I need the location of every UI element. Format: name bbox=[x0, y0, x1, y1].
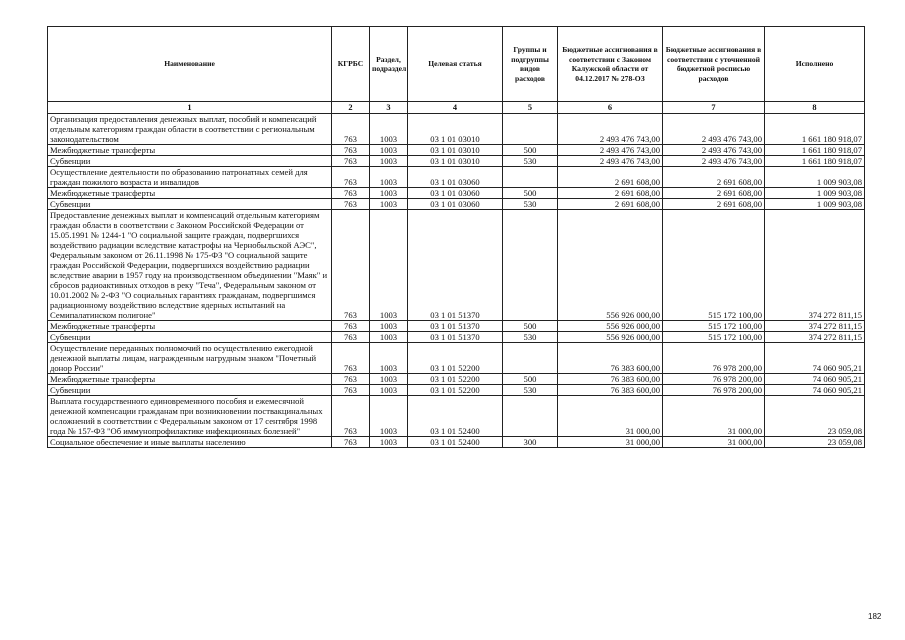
row-refined-amount-cell: 515 172 100,00 bbox=[663, 332, 765, 343]
header-executed: Исполнено bbox=[765, 27, 865, 102]
row-razdel-cell: 1003 bbox=[370, 374, 408, 385]
table-body bbox=[48, 114, 865, 448]
row-group-cell: 500 bbox=[503, 145, 558, 156]
row-refined-amount-cell: 515 172 100,00 bbox=[663, 321, 765, 332]
row-name-cell: Межбюджетные трансферты bbox=[48, 145, 332, 156]
column-number: 2 bbox=[332, 102, 370, 114]
row-target-cell: 03 1 01 51370 bbox=[408, 210, 503, 321]
table-row bbox=[48, 199, 865, 210]
row-name-cell: Межбюджетные трансферты bbox=[48, 321, 332, 332]
row-law-amount-cell: 2 691 608,00 bbox=[558, 188, 663, 199]
table-row bbox=[48, 114, 865, 145]
table-row bbox=[48, 156, 865, 167]
row-executed-amount-cell: 23 059,08 bbox=[765, 437, 865, 448]
row-razdel-cell: 1003 bbox=[370, 396, 408, 437]
row-law-amount-cell: 556 926 000,00 bbox=[558, 210, 663, 321]
header-razdel: Раздел, подраздел bbox=[370, 27, 408, 102]
row-law-amount-cell: 2 691 608,00 bbox=[558, 167, 663, 188]
row-target-cell: 03 1 01 03060 bbox=[408, 188, 503, 199]
row-refined-amount-cell: 515 172 100,00 bbox=[663, 210, 765, 321]
row-kgrbs-cell: 763 bbox=[332, 396, 370, 437]
row-name-cell: Межбюджетные трансферты bbox=[48, 188, 332, 199]
header-row bbox=[48, 27, 865, 102]
row-kgrbs-cell: 763 bbox=[332, 332, 370, 343]
row-razdel-cell: 1003 bbox=[370, 114, 408, 145]
row-group-cell: 530 bbox=[503, 385, 558, 396]
row-kgrbs-cell: 763 bbox=[332, 385, 370, 396]
row-law-amount-cell: 31 000,00 bbox=[558, 437, 663, 448]
table-row bbox=[48, 396, 865, 437]
row-executed-amount-cell: 374 272 811,15 bbox=[765, 210, 865, 321]
row-target-cell: 03 1 01 52200 bbox=[408, 385, 503, 396]
row-refined-amount-cell: 2 493 476 743,00 bbox=[663, 114, 765, 145]
row-refined-amount-cell: 76 978 200,00 bbox=[663, 374, 765, 385]
row-kgrbs-cell: 763 bbox=[332, 374, 370, 385]
row-kgrbs-cell: 763 bbox=[332, 437, 370, 448]
row-executed-amount-cell: 374 272 811,15 bbox=[765, 321, 865, 332]
row-razdel-cell: 1003 bbox=[370, 167, 408, 188]
row-refined-amount-cell: 31 000,00 bbox=[663, 437, 765, 448]
row-refined-amount-cell: 31 000,00 bbox=[663, 396, 765, 437]
row-kgrbs-cell: 763 bbox=[332, 167, 370, 188]
row-group-cell bbox=[503, 210, 558, 321]
column-number-row bbox=[48, 102, 865, 114]
row-executed-amount-cell: 1 661 180 918,07 bbox=[765, 156, 865, 167]
row-executed-amount-cell: 1 009 903,08 bbox=[765, 199, 865, 210]
row-group-cell: 500 bbox=[503, 374, 558, 385]
row-group-cell bbox=[503, 167, 558, 188]
row-law-amount-cell: 556 926 000,00 bbox=[558, 332, 663, 343]
column-number: 7 bbox=[663, 102, 765, 114]
row-target-cell: 03 1 01 52400 bbox=[408, 437, 503, 448]
header-law: Бюджетные ассигнования в соответствии с Законом Калужской области от 04.12.2017 № 278-ОЗ bbox=[558, 27, 663, 102]
column-number: 1 bbox=[48, 102, 332, 114]
row-name-cell: Организация предоставления денежных выплат, пособий и компенсаций отдельным категориям граждан области в соответствии с региональным законодательством bbox=[48, 114, 332, 145]
row-executed-amount-cell: 1 661 180 918,07 bbox=[765, 114, 865, 145]
row-target-cell: 03 1 01 03010 bbox=[408, 114, 503, 145]
row-kgrbs-cell: 763 bbox=[332, 199, 370, 210]
row-razdel-cell: 1003 bbox=[370, 437, 408, 448]
table-row bbox=[48, 374, 865, 385]
header-kgrbs: КГРБС bbox=[332, 27, 370, 102]
column-number: 5 bbox=[503, 102, 558, 114]
row-executed-amount-cell: 74 060 905,21 bbox=[765, 343, 865, 374]
table-row bbox=[48, 321, 865, 332]
row-name-cell: Осуществление деятельности по образованию патронатных семей для граждан пожилого возраста и инвалидов bbox=[48, 167, 332, 188]
header-name: Наименование bbox=[48, 27, 332, 102]
row-executed-amount-cell: 1 009 903,08 bbox=[765, 167, 865, 188]
row-executed-amount-cell: 74 060 905,21 bbox=[765, 374, 865, 385]
row-target-cell: 03 1 01 52400 bbox=[408, 396, 503, 437]
row-kgrbs-cell: 763 bbox=[332, 114, 370, 145]
row-target-cell: 03 1 01 52200 bbox=[408, 374, 503, 385]
row-group-cell: 530 bbox=[503, 199, 558, 210]
row-group-cell: 300 bbox=[503, 437, 558, 448]
row-law-amount-cell: 556 926 000,00 bbox=[558, 321, 663, 332]
row-refined-amount-cell: 2 691 608,00 bbox=[663, 199, 765, 210]
column-number: 8 bbox=[765, 102, 865, 114]
row-razdel-cell: 1003 bbox=[370, 188, 408, 199]
row-name-cell: Субвенции bbox=[48, 332, 332, 343]
header-target: Целевая статья bbox=[408, 27, 503, 102]
row-group-cell bbox=[503, 114, 558, 145]
row-target-cell: 03 1 01 03060 bbox=[408, 167, 503, 188]
page-number: 182 bbox=[868, 612, 882, 621]
row-name-cell: Субвенции bbox=[48, 199, 332, 210]
row-razdel-cell: 1003 bbox=[370, 321, 408, 332]
row-law-amount-cell: 2 493 476 743,00 bbox=[558, 114, 663, 145]
row-executed-amount-cell: 74 060 905,21 bbox=[765, 385, 865, 396]
row-razdel-cell: 1003 bbox=[370, 332, 408, 343]
row-name-cell: Предоставление денежных выплат и компенсаций отдельным категориям граждан области в соответствии с Законом Российской Федерации от 15.05.1991 № 1244-1 "О социальной защите граждан, подвергшихся воздействию радиации вследствие катастрофы на Чернобыльской АЭС", Федеральным законом от 26.11.1998 № 175-ФЗ "О социальной защите граждан Российской Федерации, подвергшихся воздействию радиации вследствие аварии в 1957 году на производственном объединении "Маяк" и сбросов радиоактивных отходов в реку "Теча", Федеральным законом от 10.01.2002 № 2-ФЗ "О социальных гарантиях гражданам, подвергшимся радиационному воздействию вследствие ядерных испытаний на Семипалатинском полигоне" bbox=[48, 210, 332, 321]
row-law-amount-cell: 76 383 600,00 bbox=[558, 385, 663, 396]
row-kgrbs-cell: 763 bbox=[332, 321, 370, 332]
column-number: 4 bbox=[408, 102, 503, 114]
row-target-cell: 03 1 01 03060 bbox=[408, 199, 503, 210]
row-name-cell: Выплата государственного единовременного пособия и ежемесячной денежной компенсации гражданам при возникновении поствакцинальных осложнений в соответствии с Федеральным законом от 17 сентября 1998 года № 157-ФЗ "Об иммунопрофилактике инфекционных болезней" bbox=[48, 396, 332, 437]
row-razdel-cell: 1003 bbox=[370, 343, 408, 374]
row-razdel-cell: 1003 bbox=[370, 210, 408, 321]
row-refined-amount-cell: 2 493 476 743,00 bbox=[663, 145, 765, 156]
budget-table bbox=[47, 26, 865, 448]
row-executed-amount-cell: 1 661 180 918,07 bbox=[765, 145, 865, 156]
table-row bbox=[48, 167, 865, 188]
row-law-amount-cell: 31 000,00 bbox=[558, 396, 663, 437]
row-executed-amount-cell: 1 009 903,08 bbox=[765, 188, 865, 199]
row-group-cell: 500 bbox=[503, 321, 558, 332]
row-razdel-cell: 1003 bbox=[370, 199, 408, 210]
row-kgrbs-cell: 763 bbox=[332, 188, 370, 199]
row-name-cell: Осуществление переданных полномочий по осуществлению ежегодной денежной выплаты лицам, награжденным нагрудным знаком "Почетный донор России" bbox=[48, 343, 332, 374]
row-target-cell: 03 1 01 51370 bbox=[408, 321, 503, 332]
table-row bbox=[48, 188, 865, 199]
row-law-amount-cell: 76 383 600,00 bbox=[558, 343, 663, 374]
row-refined-amount-cell: 76 978 200,00 bbox=[663, 343, 765, 374]
table-row bbox=[48, 332, 865, 343]
table-row bbox=[48, 343, 865, 374]
row-refined-amount-cell: 2 691 608,00 bbox=[663, 188, 765, 199]
row-executed-amount-cell: 374 272 811,15 bbox=[765, 332, 865, 343]
row-group-cell bbox=[503, 343, 558, 374]
row-kgrbs-cell: 763 bbox=[332, 210, 370, 321]
row-name-cell: Социальное обеспечение и иные выплаты населению bbox=[48, 437, 332, 448]
table-row bbox=[48, 145, 865, 156]
row-kgrbs-cell: 763 bbox=[332, 156, 370, 167]
row-target-cell: 03 1 01 52200 bbox=[408, 343, 503, 374]
column-number: 3 bbox=[370, 102, 408, 114]
row-group-cell: 500 bbox=[503, 188, 558, 199]
row-name-cell: Субвенции bbox=[48, 156, 332, 167]
row-kgrbs-cell: 763 bbox=[332, 145, 370, 156]
row-executed-amount-cell: 23 059,08 bbox=[765, 396, 865, 437]
row-target-cell: 03 1 01 03010 bbox=[408, 145, 503, 156]
header-refined: Бюджетные ассигнования в соответствии с уточненной бюджетной росписью расходов bbox=[663, 27, 765, 102]
row-refined-amount-cell: 76 978 200,00 bbox=[663, 385, 765, 396]
row-group-cell: 530 bbox=[503, 332, 558, 343]
row-razdel-cell: 1003 bbox=[370, 145, 408, 156]
table-row bbox=[48, 210, 865, 321]
row-refined-amount-cell: 2 493 476 743,00 bbox=[663, 156, 765, 167]
column-number: 6 bbox=[558, 102, 663, 114]
row-name-cell: Субвенции bbox=[48, 385, 332, 396]
row-group-cell: 530 bbox=[503, 156, 558, 167]
row-razdel-cell: 1003 bbox=[370, 385, 408, 396]
table-row bbox=[48, 437, 865, 448]
row-target-cell: 03 1 01 03010 bbox=[408, 156, 503, 167]
row-law-amount-cell: 2 691 608,00 bbox=[558, 199, 663, 210]
row-law-amount-cell: 76 383 600,00 bbox=[558, 374, 663, 385]
row-target-cell: 03 1 01 51370 bbox=[408, 332, 503, 343]
row-law-amount-cell: 2 493 476 743,00 bbox=[558, 156, 663, 167]
row-kgrbs-cell: 763 bbox=[332, 343, 370, 374]
row-razdel-cell: 1003 bbox=[370, 156, 408, 167]
row-name-cell: Межбюджетные трансферты bbox=[48, 374, 332, 385]
header-group: Группы и подгруппы видов расходов bbox=[503, 27, 558, 102]
row-group-cell bbox=[503, 396, 558, 437]
row-refined-amount-cell: 2 691 608,00 bbox=[663, 167, 765, 188]
row-law-amount-cell: 2 493 476 743,00 bbox=[558, 145, 663, 156]
table-row bbox=[48, 385, 865, 396]
